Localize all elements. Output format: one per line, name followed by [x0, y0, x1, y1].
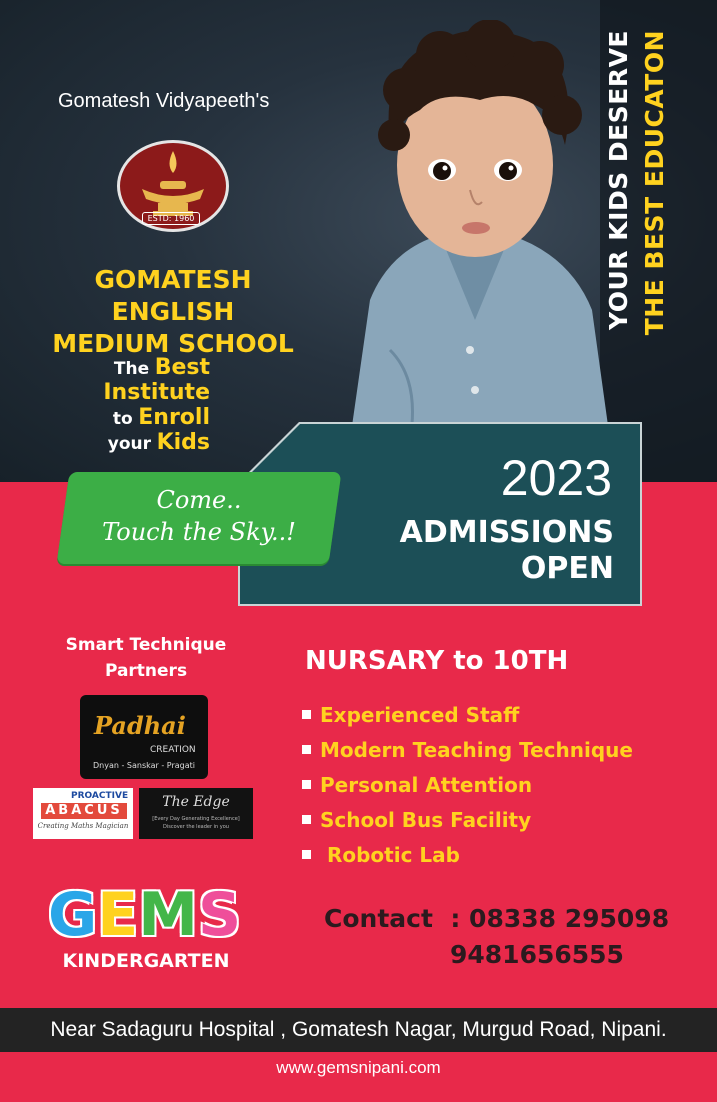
partners-title-line2: Partners: [104, 661, 188, 681]
vertical-text-line1: YOUR KIDS DESERVE: [604, 30, 633, 330]
tagline-best: Best: [154, 355, 210, 380]
website-link[interactable]: www.gemsnipani.com: [276, 1058, 441, 1077]
the-edge-logo: [139, 788, 253, 839]
tagline-the: The: [113, 359, 150, 379]
bullet-icon: [302, 710, 311, 719]
contact-block: [324, 904, 669, 933]
edge-tagline1: [Every Day Generating Excellence]: [152, 816, 240, 822]
feature-item: [302, 698, 633, 733]
slogan-text: [68, 484, 330, 548]
school-name: [30, 264, 316, 360]
school-name-line1: GOMATESH ENGLISH: [94, 265, 252, 326]
slogan-line2: Touch the Sky..!: [102, 518, 296, 546]
bullet-icon: [302, 745, 311, 754]
edge-name: The Edge: [162, 794, 230, 810]
logo-established-label: ESTD: 1960: [142, 212, 200, 225]
feature-item: [302, 733, 633, 768]
tagline-your: your: [107, 434, 151, 454]
slogan-line1: Come..: [156, 486, 242, 514]
bullet-icon: [302, 780, 311, 789]
admissions-line2: OPEN: [520, 551, 614, 586]
feature-item: [302, 803, 633, 838]
tagline: [80, 356, 210, 456]
contact-phone-1[interactable]: 08338 295098: [469, 904, 670, 933]
abacus-logo: [33, 788, 133, 839]
child-photo: [330, 20, 620, 440]
admissions-line1: ADMISSIONS: [399, 515, 614, 550]
padhai-sub: CREATION: [150, 745, 196, 755]
kindergarten-label: KINDERGARTEN: [62, 950, 230, 972]
abacus-top: PROACTIVE: [71, 791, 129, 801]
vertical-text-line2: THE BEST EDUCATON: [640, 30, 669, 336]
admissions-year: 2023: [500, 450, 612, 506]
tagline-institute: Institute: [103, 380, 210, 405]
feature-label: Personal Attention: [320, 773, 533, 797]
feature-item: [302, 838, 633, 873]
feature-item: [302, 768, 633, 803]
abacus-name: ABACUS: [41, 803, 127, 819]
edge-tagline2: Discover the leader in you: [163, 824, 229, 830]
padhai-name: Padhai: [94, 711, 186, 740]
bullet-icon: [302, 850, 311, 859]
feature-list: [302, 698, 633, 873]
partners-title: [40, 632, 252, 684]
padhai-logo: [80, 695, 208, 779]
gems-letter: E: [97, 880, 139, 950]
tagline-kids: Kids: [156, 430, 210, 455]
feature-label: School Bus Facility: [320, 808, 532, 832]
gems-letter: M: [138, 880, 198, 950]
abacus-tagline: Creating Maths Magician: [37, 822, 129, 830]
school-prefix: Gomatesh Vidyapeeth's: [58, 90, 270, 112]
feature-label: Robotic Lab: [320, 843, 460, 867]
gems-letter: S: [197, 880, 242, 950]
gems-letter: G: [48, 880, 98, 950]
padhai-tagline: Dnyan - Sanskar - Pragati: [93, 761, 195, 770]
contact-phone-2[interactable]: 9481656555: [450, 940, 624, 969]
school-name-line2: MEDIUM SCHOOL: [52, 329, 294, 358]
partners-title-line1: Smart Technique: [65, 635, 227, 655]
feature-label: Modern Teaching Technique: [320, 738, 633, 762]
contact-label: Contact :: [324, 904, 461, 933]
tagline-enroll: Enroll: [138, 405, 210, 430]
feature-label: Experienced Staff: [320, 703, 520, 727]
tagline-to: to: [112, 409, 133, 429]
program-range: NURSARY to 10TH: [305, 646, 569, 676]
address: Near Sadaguru Hospital , Gomatesh Nagar, Murgud Road, Nipani.: [50, 1018, 667, 1041]
gems-logo: [48, 880, 241, 950]
bullet-icon: [302, 815, 311, 824]
